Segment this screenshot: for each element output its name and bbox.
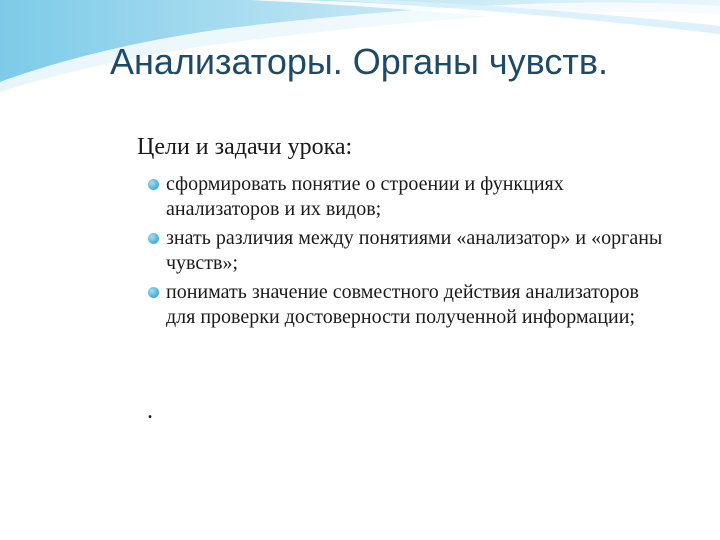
list-item bbox=[147, 172, 667, 222]
slide-subtitle: Цели и задачи урока: bbox=[137, 134, 353, 160]
objectives-list bbox=[147, 172, 667, 334]
slide-title: Анализаторы. Органы чувств. bbox=[110, 41, 609, 82]
bullet-icon bbox=[148, 287, 159, 298]
bullet-icon bbox=[148, 179, 159, 190]
list-item-text: понимать значение совместного действия анализаторов для проверки достоверности полученной информации; bbox=[166, 281, 639, 328]
list-item-text: знать различия между понятиями «анализатор» и «органы чувств»; bbox=[166, 227, 663, 274]
bullet-icon bbox=[148, 233, 159, 244]
list-item bbox=[147, 226, 667, 276]
trailing-period: . bbox=[147, 398, 153, 424]
list-item-text: сформировать понятие о строении и функциях анализаторов и их видов; bbox=[166, 173, 564, 220]
list-item bbox=[147, 280, 667, 330]
